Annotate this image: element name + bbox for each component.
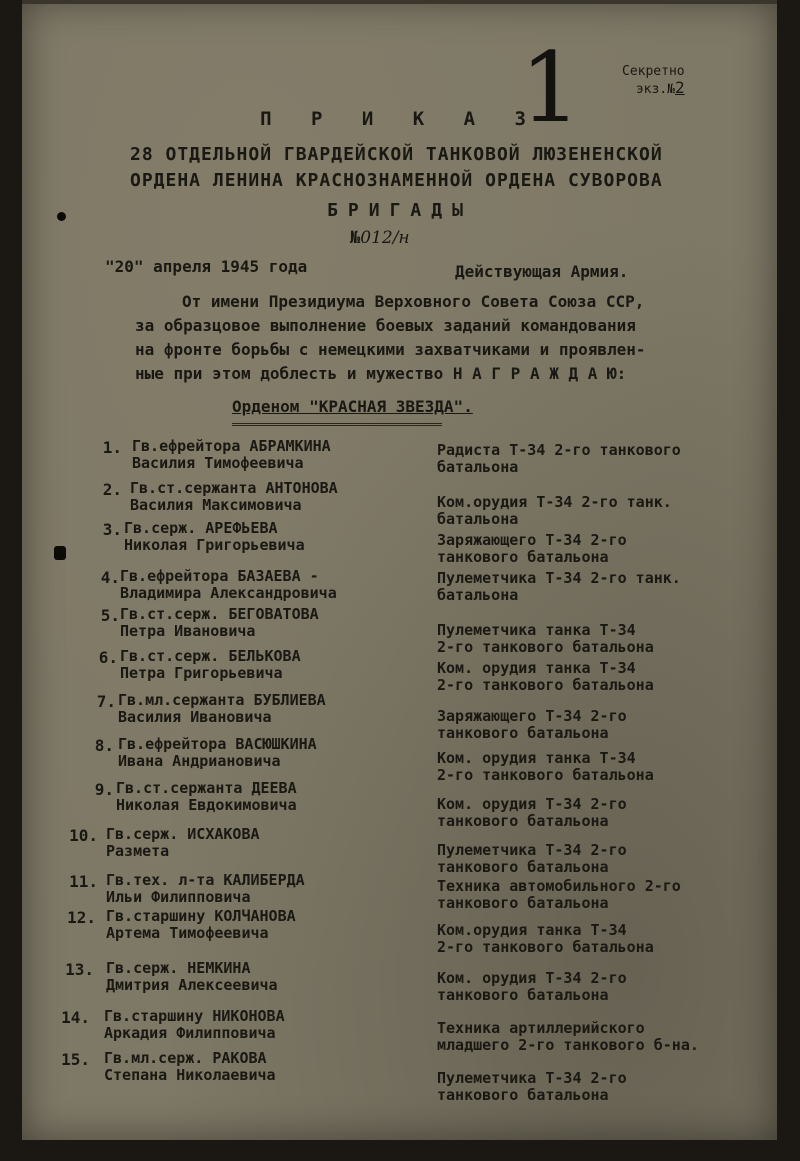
- entry-number: 8.: [94, 736, 114, 755]
- entry-number: 14.: [61, 1008, 90, 1027]
- awardee-position: [437, 878, 681, 912]
- awardee-rank-surname: Гв.серж. АРЕФЬЕВА: [124, 519, 278, 537]
- preamble-line: за образцовое выполнение боевых заданий командования: [135, 316, 636, 335]
- position-line-1: Техника автомобильного 2-го: [437, 877, 681, 895]
- position-line-2: батальона: [437, 458, 519, 476]
- awardee-name: [120, 648, 301, 682]
- position-line-2: батальона: [437, 510, 519, 528]
- entry-number: 5.: [100, 606, 120, 625]
- awardee-name: [118, 692, 326, 726]
- awardee-rank-surname: Гв.ст.серж. БЕЛЬКОВА: [120, 647, 301, 665]
- awardee-rank-surname: Гв.ефрейтора АБРАМКИНА: [132, 437, 331, 455]
- position-line-2: танкового батальона: [437, 1086, 609, 1104]
- folio-number: 1: [520, 32, 582, 144]
- position-line-1: Пулеметчика Т-34 2-го танк.: [437, 569, 681, 587]
- position-line-1: Пулеметчика Т-34 2-го: [437, 841, 627, 859]
- awardee-name: [106, 872, 305, 906]
- awardee-given-names: Василия Ивановича: [118, 708, 272, 726]
- awardee-name: [124, 520, 305, 554]
- awardee-name: [120, 606, 319, 640]
- awardee-given-names: Артема Тимофеевича: [106, 924, 269, 942]
- awardee-rank-surname: Гв.серж. НЕМКИНА: [106, 959, 251, 977]
- awardee-name: [106, 826, 260, 860]
- awardee-rank-surname: Гв.тех. л-та КАЛИБЕРДА: [106, 871, 305, 889]
- awardee-position: [437, 1070, 627, 1104]
- preamble-line: От имени Президиума Верховного Совета Союза ССР,: [182, 292, 645, 311]
- position-line-2: танкового батальона: [437, 724, 609, 742]
- position-line-2: 2-го танкового батальона: [437, 766, 654, 784]
- awardee-name: [116, 780, 297, 814]
- entry-number: 1.: [102, 438, 122, 457]
- copy-line: [622, 80, 685, 98]
- position-line-2: 2-го танкового батальона: [437, 676, 654, 694]
- awardee-rank-surname: Гв.мл.сержанта БУБЛИЕВА: [118, 691, 326, 709]
- entry-number: 13.: [65, 960, 94, 979]
- position-line-2: танкового батальона: [437, 548, 609, 566]
- unit-name-line-3: БРИГАДЫ: [327, 200, 473, 221]
- entry-number: 11.: [69, 872, 98, 891]
- awardee-position: [437, 1020, 699, 1054]
- position-line-1: Техника артиллерийского: [437, 1019, 645, 1037]
- entry-number: 15.: [61, 1050, 90, 1069]
- position-line-1: Ком. орудия танка Т-34: [437, 749, 636, 767]
- entry-number: 2.: [102, 480, 122, 499]
- unit-name-line-1: 28 ОТДЕЛЬНОЙ ГВАРДЕЙСКОЙ ТАНКОВОЙ ЛЮЗЕНЕНСКОЙ: [130, 144, 663, 165]
- awardee-rank-surname: Гв.ст.сержанта АНТОНОВА: [130, 479, 338, 497]
- awardee-name: [118, 736, 317, 770]
- awardee-given-names: Ильи Филипповича: [106, 888, 251, 906]
- order-location: Действующая Армия.: [455, 262, 629, 281]
- awardee-given-names: Размета: [106, 842, 170, 860]
- awardee-position: [437, 622, 654, 656]
- awardee-position: [437, 442, 681, 476]
- position-line-1: Пулеметчика танка Т-34: [437, 621, 636, 639]
- awardee-name: [130, 480, 338, 514]
- position-line-1: Ком. орудия танка Т-34: [437, 659, 636, 677]
- order-number-value: 012/н: [360, 228, 410, 248]
- awardee-position: [437, 494, 672, 528]
- entry-number: 7.: [96, 692, 116, 711]
- preamble-line: на фронте борьбы с немецкими захватчиками и проявлен-: [135, 340, 646, 359]
- order-number-prefix: №: [350, 228, 361, 248]
- awardee-position: [437, 796, 627, 830]
- awardee-name: [106, 960, 278, 994]
- awardee-position: [437, 570, 681, 604]
- awardee-position: [437, 842, 627, 876]
- document-title: П Р И К А З: [260, 108, 540, 130]
- awardee-rank-surname: Гв.старшину КОЛЧАНОВА: [106, 907, 296, 925]
- position-line-2: танкового батальона: [437, 858, 609, 876]
- awardee-given-names: Василия Максимовича: [130, 496, 302, 514]
- awardee-position: [437, 660, 654, 694]
- position-line-1: Ком. орудия Т-34 2-го: [437, 795, 627, 813]
- awardee-name: [104, 1008, 285, 1042]
- awardee-given-names: Николая Евдокимовича: [116, 796, 297, 814]
- preamble-line: ные при этом доблесть и мужество Н А Г Р А Ж Д А Ю:: [135, 364, 627, 383]
- award-heading: Орденом "КРАСНАЯ ЗВЕЗДА".: [232, 397, 473, 416]
- entry-number: 10.: [69, 826, 98, 845]
- awardee-given-names: Ивана Андриановича: [118, 752, 281, 770]
- awardee-name: [106, 908, 296, 942]
- position-line-1: Заряжающего Т-34 2-го: [437, 707, 627, 725]
- awardee-given-names: Дмитрия Алексеевича: [106, 976, 278, 994]
- position-line-1: Ком. орудия Т-34 2-го: [437, 969, 627, 987]
- awardee-rank-surname: Гв.старшину НИКОНОВА: [104, 1007, 285, 1025]
- awardee-given-names: Василия Тимофеевича: [132, 454, 304, 472]
- paper-edge: [22, 0, 777, 4]
- awardee-rank-surname: Гв.ст.серж. БЕГОВАТОВА: [120, 605, 319, 623]
- position-line-1: Заряжающего Т-34 2-го: [437, 531, 627, 549]
- position-line-2: младшего 2-го танкового б-на.: [437, 1036, 699, 1054]
- classification-stamp: [622, 64, 685, 98]
- position-line-1: Ком.орудия Т-34 2-го танк.: [437, 493, 672, 511]
- entry-number: 6.: [98, 648, 118, 667]
- awardee-given-names: Николая Григорьевича: [124, 536, 305, 554]
- awardee-position: [437, 922, 654, 956]
- awardee-given-names: Аркадия Филипповича: [104, 1024, 276, 1042]
- awardee-rank-surname: Гв.мл.серж. РАКОВА: [104, 1049, 267, 1067]
- unit-name-line-2: ОРДЕНА ЛЕНИНА КРАСНОЗНАМЕННОЙ ОРДЕНА СУВОРОВА: [130, 170, 663, 191]
- awardee-given-names: Петра Григорьевича: [120, 664, 283, 682]
- ink-blot: [54, 546, 66, 560]
- awardee-name: [132, 438, 331, 472]
- awardee-given-names: Владимира Александровича: [120, 584, 337, 602]
- position-line-2: 2-го танкового батальона: [437, 938, 654, 956]
- position-line-2: танкового батальона: [437, 986, 609, 1004]
- awardee-rank-surname: Гв.ст.сержанта ДЕЕВА: [116, 779, 297, 797]
- awardee-given-names: Степана Николаевича: [104, 1066, 276, 1084]
- awardee-position: [437, 750, 654, 784]
- position-line-2: танкового батальона: [437, 812, 609, 830]
- entry-number: 4.: [100, 568, 120, 587]
- entry-number: 3.: [102, 520, 122, 539]
- order-number: [350, 228, 410, 248]
- copy-prefix: экз.№: [635, 82, 675, 97]
- entry-number: 12.: [67, 908, 96, 927]
- award-underline: [232, 423, 442, 426]
- awardee-position: [437, 708, 627, 742]
- position-line-1: Ком.орудия танка Т-34: [437, 921, 627, 939]
- awardee-position: [437, 532, 627, 566]
- position-line-2: 2-го танкового батальона: [437, 638, 654, 656]
- position-line-1: Радиста Т-34 2-го танкового: [437, 441, 681, 459]
- entry-number: 9.: [94, 780, 114, 799]
- awardee-rank-surname: Гв.ефрейтора ВАСЮШКИНА: [118, 735, 317, 753]
- awardee-rank-surname: Гв.ефрейтора БАЗАЕВА -: [120, 567, 319, 585]
- position-line-2: танкового батальона: [437, 894, 609, 912]
- awardee-given-names: Петра Ивановича: [120, 622, 256, 640]
- awardee-rank-surname: Гв.серж. ИСХАКОВА: [106, 825, 260, 843]
- copy-number: 2: [674, 78, 685, 97]
- classification-label: Секретно: [622, 64, 685, 79]
- awardee-name: [120, 568, 337, 602]
- awardee-position: [437, 970, 627, 1004]
- position-line-2: батальона: [437, 586, 519, 604]
- awardee-name: [104, 1050, 276, 1084]
- order-date: "20" апреля 1945 года: [105, 257, 308, 276]
- position-line-1: Пулеметчика Т-34 2-го: [437, 1069, 627, 1087]
